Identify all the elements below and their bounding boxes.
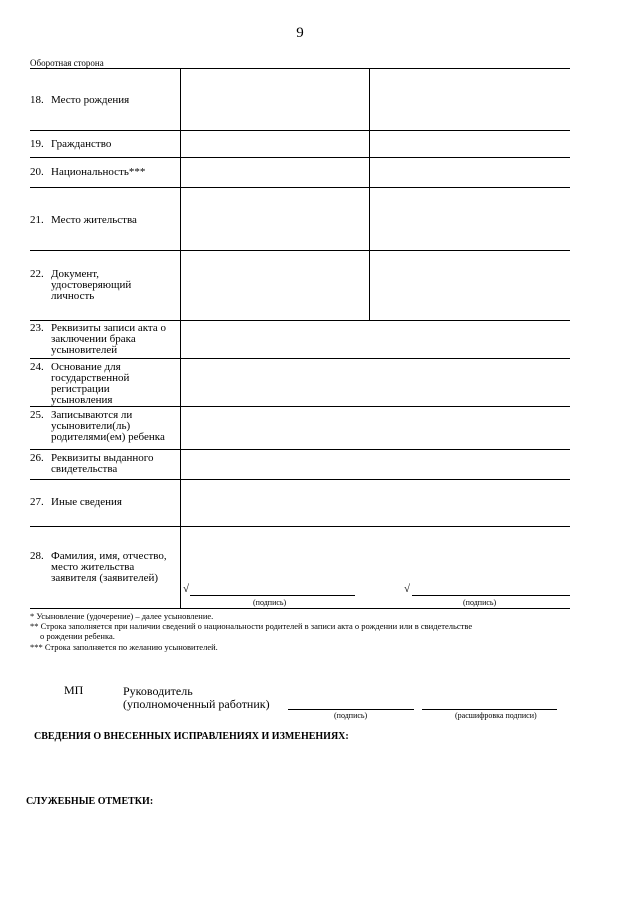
footnote-2-continuation: о рождении ребенка.: [40, 631, 115, 641]
row-number: 22.: [30, 268, 44, 280]
row-text: Иные сведения: [51, 496, 122, 508]
row-text: Место рождения: [51, 94, 130, 106]
row-number: 25.: [30, 409, 44, 421]
row-number: 23.: [30, 322, 44, 334]
row-separator: [30, 320, 570, 321]
row-number: 20.: [30, 166, 44, 178]
footnote-1: * Усыновление (удочерение) – далее усыновление.: [30, 611, 214, 621]
signature-line-right: [412, 595, 570, 596]
table-bottom-line: [30, 608, 570, 609]
seal-label: МП: [64, 683, 84, 697]
row-text: Место жительства: [51, 214, 137, 226]
row-number: 18.: [30, 94, 44, 106]
table-top-line: [30, 68, 570, 69]
row-text: Записываются ли усыновители(ль) родителями(ем) ребенка: [51, 409, 165, 443]
row-separator: [30, 358, 570, 359]
official-title-line2: (уполномоченный работник): [123, 697, 270, 711]
official-decoding-caption: (расшифровка подписи): [455, 711, 537, 720]
row-separator: [30, 157, 570, 158]
row-number: 24.: [30, 361, 44, 373]
footnote-3: *** Строка заполняется по желанию усыновителей.: [30, 642, 218, 652]
table-col-divider: [180, 68, 181, 608]
official-title-line1: Руководитель: [123, 684, 193, 698]
row-separator: [30, 187, 570, 188]
signature-line-left: [190, 595, 355, 596]
row-text: Основание для государственной регистрации усыновления: [51, 361, 130, 406]
row-separator: [30, 406, 570, 407]
corrections-heading: СВЕДЕНИЯ О ВНЕСЕННЫХ ИСПРАВЛЕНИЯХ И ИЗМЕНЕНИЯХ:: [34, 731, 349, 742]
row-separator: [30, 449, 570, 450]
row-number: 28.: [30, 550, 44, 562]
row-number: 27.: [30, 496, 44, 508]
row-separator: [30, 479, 570, 480]
signature-mark-left: √: [183, 583, 190, 595]
signature-caption-right: (подпись): [463, 598, 497, 607]
side-label: Оборотная сторона: [30, 58, 104, 68]
service-marks-heading: СЛУЖЕБНЫЕ ОТМЕТКИ:: [26, 796, 154, 807]
page-number: 9: [296, 25, 304, 41]
row-number: 19.: [30, 138, 44, 150]
row-number: 26.: [30, 452, 44, 464]
table-subcol-divider: [369, 68, 370, 320]
row-text: Фамилия, имя, отчество, место жительства заявителя (заявителей): [51, 550, 167, 584]
row-text: Реквизиты записи акта о заключении брака усыновителей: [51, 322, 166, 356]
row-separator: [30, 526, 570, 527]
footnote-2: ** Строка заполняется при наличии сведений о национальности родителей в записи акта о рождении или в свидетельстве: [30, 621, 473, 631]
row-number: 21.: [30, 214, 44, 226]
signature-caption-left: (подпись): [253, 598, 287, 607]
row-text: Национальность***: [51, 166, 146, 178]
official-decoding-line: [422, 709, 557, 710]
official-signature-line: [288, 709, 414, 710]
row-separator: [30, 130, 570, 131]
signature-mark-right: √: [404, 583, 411, 595]
official-signature-caption: (подпись): [334, 711, 368, 720]
row-separator: [30, 250, 570, 251]
row-text: Гражданство: [51, 138, 112, 150]
row-text: Документ, удостоверяющий личность: [51, 268, 132, 302]
row-text: Реквизиты выданного свидетельства: [51, 452, 154, 475]
